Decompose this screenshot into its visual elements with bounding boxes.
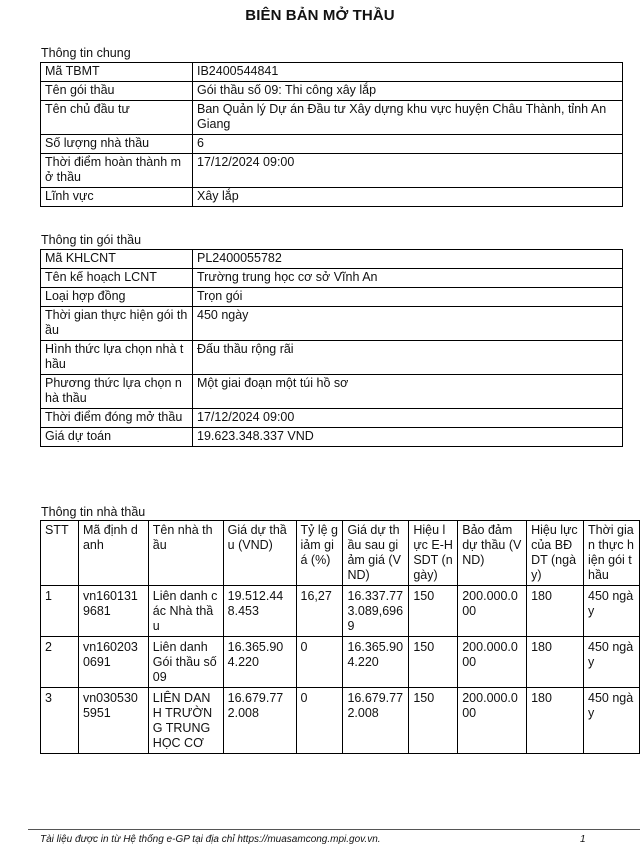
- package-info-table: [40, 249, 623, 447]
- bidder-cell: 200.000.000: [458, 586, 527, 637]
- bidder-cell: 180: [527, 586, 584, 637]
- field-value: Trọn gói: [193, 288, 623, 307]
- general-info-row: [41, 82, 623, 101]
- general-info-row: [41, 188, 623, 207]
- bidder-header-row: [41, 521, 640, 586]
- field-label: Thời điểm đóng mở thầu: [41, 409, 193, 428]
- field-label: Tên kế hoạch LCNT: [41, 269, 193, 288]
- field-label: Mã KHLCNT: [41, 250, 193, 269]
- field-value: Một giai đoạn một túi hồ sơ: [193, 375, 623, 409]
- bidder-cell: 16.679.772.008: [343, 688, 409, 754]
- package-info-row: [41, 288, 623, 307]
- package-info-row: [41, 250, 623, 269]
- bidder-cell: 1: [41, 586, 79, 637]
- bidder-cell: 0: [296, 688, 343, 754]
- bidder-cell: 180: [527, 688, 584, 754]
- column-header: Thời gian thực hiện gói thầu: [584, 521, 640, 586]
- field-label: Lĩnh vực: [41, 188, 193, 207]
- column-header: Mã định danh: [78, 521, 148, 586]
- field-label: Hình thức lựa chọn nhà thầu: [41, 341, 193, 375]
- bidder-cell: 2: [41, 637, 79, 688]
- field-value: PL2400055782: [193, 250, 623, 269]
- bidder-row: [41, 637, 640, 688]
- package-info-row: [41, 341, 623, 375]
- general-info-table: [40, 62, 623, 207]
- package-info-heading: Thông tin gói thầu: [41, 233, 142, 247]
- package-info-row: [41, 375, 623, 409]
- bidder-cell: 19.512.448.453: [223, 586, 296, 637]
- bidder-cell: 0: [296, 637, 343, 688]
- bidder-cell: 16.337.773.089,6969: [343, 586, 409, 637]
- field-label: Mã TBMT: [41, 63, 193, 82]
- field-value: IB2400544841: [193, 63, 623, 82]
- bidder-cell: 180: [527, 637, 584, 688]
- package-info-row: [41, 269, 623, 288]
- bidder-row: [41, 688, 640, 754]
- column-header: Giá dự thầu (VND): [223, 521, 296, 586]
- column-header: Hiệu lực E-HSDT (ngày): [409, 521, 458, 586]
- field-label: Giá dự toán: [41, 428, 193, 447]
- field-value: Xây lắp: [193, 188, 623, 207]
- footer-divider: [28, 829, 640, 830]
- page-number: 1: [580, 834, 586, 845]
- field-label: Số lượng nhà thầu: [41, 135, 193, 154]
- bidder-cell: 200.000.000: [458, 637, 527, 688]
- field-label: Phương thức lựa chọn nhà thầu: [41, 375, 193, 409]
- bidder-cell: vn0305305951: [78, 688, 148, 754]
- bidder-cell: Liên danh các Nhà thầu: [148, 586, 223, 637]
- package-info-row: [41, 307, 623, 341]
- general-info-row: [41, 154, 623, 188]
- general-info-row: [41, 135, 623, 154]
- column-header: Tỷ lệ giảm giá (%): [296, 521, 343, 586]
- bidder-cell: 450 ngày: [584, 637, 640, 688]
- bidder-cell: 16.365.904.220: [343, 637, 409, 688]
- field-label: Thời gian thực hiện gói thầu: [41, 307, 193, 341]
- bidder-cell: 16,27: [296, 586, 343, 637]
- bidder-info-heading: Thông tin nhà thầu: [41, 505, 146, 519]
- general-info-row: [41, 101, 623, 135]
- field-value: Trường trung học cơ sở Vĩnh An: [193, 269, 623, 288]
- general-info-row: [41, 63, 623, 82]
- package-info-row: [41, 428, 623, 447]
- bidder-info-table: [40, 520, 640, 754]
- field-value: Gói thầu số 09: Thi công xây lắp: [193, 82, 623, 101]
- bidder-cell: vn1601319681: [78, 586, 148, 637]
- bidder-cell: 16.365.904.220: [223, 637, 296, 688]
- column-header: STT: [41, 521, 79, 586]
- field-label: Tên gói thầu: [41, 82, 193, 101]
- column-header: Hiệu lực của BĐ DT (ngày): [527, 521, 584, 586]
- bidder-cell: 150: [409, 586, 458, 637]
- document-title: BIÊN BẢN MỞ THẦU: [245, 7, 395, 24]
- bidder-cell: vn1602030691: [78, 637, 148, 688]
- bidder-cell: 16.679.772.008: [223, 688, 296, 754]
- field-label: Tên chủ đầu tư: [41, 101, 193, 135]
- field-value: Đấu thầu rộng rãi: [193, 341, 623, 375]
- bidder-row: [41, 586, 640, 637]
- column-header: Tên nhà thầu: [148, 521, 223, 586]
- bidder-cell: 450 ngày: [584, 586, 640, 637]
- bidder-cell: 150: [409, 688, 458, 754]
- general-info-heading: Thông tin chung: [41, 46, 131, 60]
- bidder-cell: 450 ngày: [584, 688, 640, 754]
- bidder-cell: 150: [409, 637, 458, 688]
- column-header: Bảo đảm dự thầu (VND): [458, 521, 527, 586]
- bidder-cell: 200.000.000: [458, 688, 527, 754]
- package-info-row: [41, 409, 623, 428]
- field-value: 17/12/2024 09:00: [193, 154, 623, 188]
- column-header: Giá dự thầu sau giảm giá (VND): [343, 521, 409, 586]
- bidder-cell: LIÊN DANH TRƯỜNG TRUNG HỌC CƠ: [148, 688, 223, 754]
- field-value: 450 ngày: [193, 307, 623, 341]
- field-value: Ban Quản lý Dự án Đầu tư Xây dựng khu vực huyện Châu Thành, tỉnh An Giang: [193, 101, 623, 135]
- bidder-cell: Liên danh Gói thầu số 09: [148, 637, 223, 688]
- field-label: Loại hợp đồng: [41, 288, 193, 307]
- field-value: 19.623.348.337 VND: [193, 428, 623, 447]
- field-value: 6: [193, 135, 623, 154]
- field-label: Thời điểm hoàn thành mở thầu: [41, 154, 193, 188]
- bidder-cell: 3: [41, 688, 79, 754]
- field-value: 17/12/2024 09:00: [193, 409, 623, 428]
- footer-note: Tài liệu được in từ Hệ thống e-GP tại địa chỉ https://muasamcong.mpi.gov.vn.: [40, 834, 381, 845]
